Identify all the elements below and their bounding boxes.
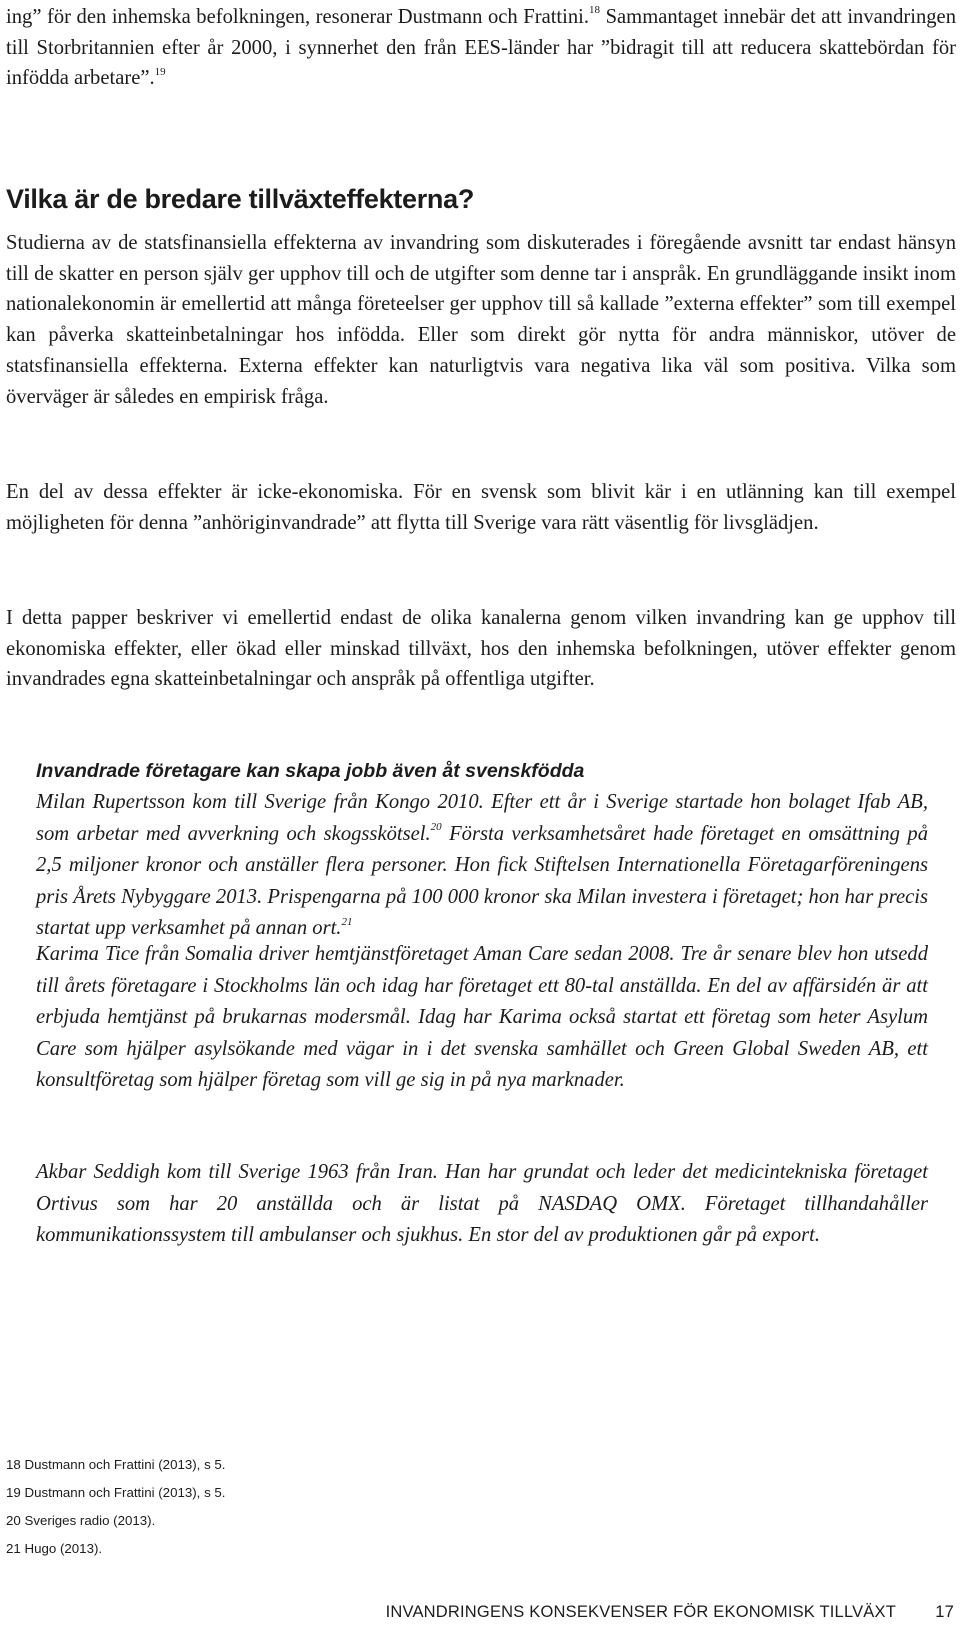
footnote-ref-18[interactable]: 18 — [589, 4, 601, 17]
body-paragraph-3: I detta papper beskriver vi emellertid endast de olika kanalerna genom vilken invandring kan ge upphov till ekonomiska effekter, eller ökad eller minskad tillväxt, hos den inhemska befolkningen, utöver effekter genom invandrades egna skatteinbetalningar och anspråk på offentliga utgifter. — [6, 607, 956, 691]
footnote-20: 20 Sveriges radio (2013). — [6, 1513, 156, 1528]
footnote-ref-20[interactable]: 20 — [430, 820, 442, 833]
footnotes-list — [6, 1451, 226, 1563]
intro-text-a: ing” för den inhemska befolkningen, resonerar Dustmann och Frattini. — [6, 6, 590, 28]
intro-paragraph — [6, 2, 956, 94]
case1-text-b: Första verksamhetsåret hade företaget en omsättning på 2,5 miljoner kronor och anställer flera personer. Hon fick Stiftelsen Internationella Företagarföreningens pris Årets Nybyggare 2013. Prispengarna på 100 000 kronor ska Milan investera i företaget; hon har precis startat upp verksamhet på annan ort. — [36, 822, 928, 940]
section-heading: Vilka är de bredare tillväxteffekterna? — [6, 184, 475, 214]
page-footer — [0, 1600, 960, 1626]
body-paragraph-2: En del av dessa effekter är icke-ekonomiska. För en svensk som blivit kär i en utlänning kan till exempel möjligheten för denna ”anhöriginvandrade” att flytta till Sverige vara rätt väsentlig för livsglädjen. — [6, 481, 956, 534]
intro-text-b: Sammantaget innebär det att invandringen till Storbritannien efter år 2000, i synnerhet den från EES-länder har ”bidragit till att reducera skattebördan för infödda arbetare”. — [6, 6, 956, 90]
page-number: 17 — [935, 1603, 954, 1621]
body-paragraph-1: Studierna av de statsfinansiella effekterna av invandring som diskuterades i föregående avsnitt tar endast hänsyn till de skatter en person själv ger upphov till och de utgifter som denne tar i anspråk. En grundläggande insikt inom nationalekonomin är emellertid att många företeelser ger upphov till så kallade ”externa effekter” som till exempel kan påverka skatteinbetalningar hos infödda. Eller som direkt gör nytta för andra människor, utöver de statsfinansiella effekterna. Externa effekter kan naturligtvis vara negativa lika väl som positiva. Vilka som överväger är således en empirisk fråga. — [6, 232, 956, 408]
box-heading: Invandrade företagare kan skapa jobb även åt svenskfödda — [36, 760, 585, 782]
case1-text-a: Milan Rupertsson kom till Sverige från Kongo 2010. Efter ett år i Sverige startade hon bolaget Ifab AB, som arbetar med avverkning och skogsskötsel. — [36, 791, 928, 845]
running-title: INVANDRINGENS KONSEKVENSER FÖR EKONOMISK TILLVÄXT — [385, 1603, 896, 1621]
case-paragraph-karima: Karima Tice från Somalia driver hemtjänstföretaget Aman Care sedan 2008. Tre år senare blev hon utsedd till årets företagare i Stockholms län och idag har företaget ett 80-tal anställda. En del av affärsidén är att erbjuda hemtjänst på brukarnas modersmål. Idag har Karima också startat ett företag som heter Asylum Care som hjälper asylsökande med vägar in i det svenska samhället och Green Global Sweden AB, ett konsultföretag som hjälper företag som vill ge sig in på nya marknader. — [36, 943, 928, 1092]
footnote-18: 18 Dustmann och Frattini (2013), s 5. — [6, 1457, 226, 1472]
case-paragraph-milan — [36, 787, 928, 945]
footnote-ref-19[interactable]: 19 — [154, 65, 166, 78]
case-paragraph-akbar: Akbar Seddigh kom till Sverige 1963 från Iran. Han har grundat och leder det medicintekniska företaget Ortivus som har 20 anställda och är listat på NASDAQ OMX. Företaget tillhandahåller kommunikationssystem till ambulanser och sjukhus. En stor del av produktionen går på export. — [36, 1161, 928, 1247]
footnote-ref-21[interactable]: 21 — [341, 915, 353, 928]
footnote-21: 21 Hugo (2013). — [6, 1541, 103, 1556]
footnote-19: 19 Dustmann och Frattini (2013), s 5. — [6, 1485, 226, 1500]
